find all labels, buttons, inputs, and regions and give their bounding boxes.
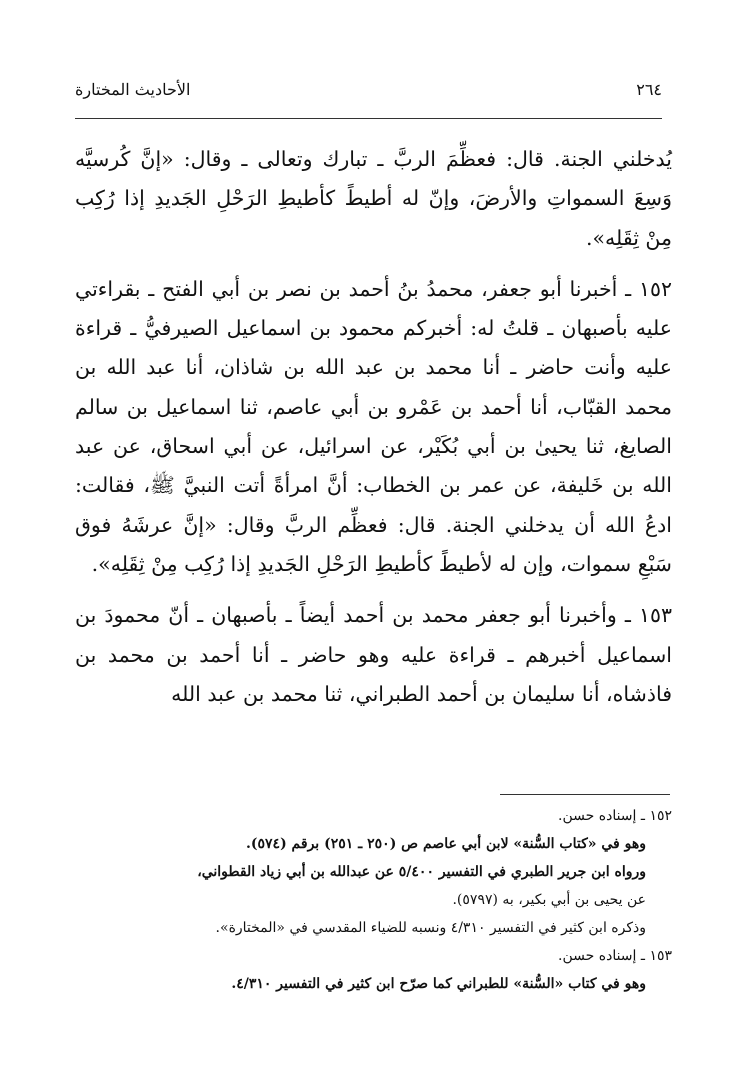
footnote-divider xyxy=(500,794,670,795)
footnote-152-heading: ١٥٢ ـ إسناده حسن. xyxy=(558,808,672,824)
book-title: الأحاديث المختارة xyxy=(75,80,191,99)
footnote-152-line: عن يحيى بن أبي بكير، به (٥٧٩٧). xyxy=(452,892,646,908)
page-number: ٢٦٤ xyxy=(636,80,662,99)
main-text xyxy=(75,140,672,714)
footnotes xyxy=(80,802,672,998)
footnote-153-line: وهو في كتاب «السُّنة» للطبراني كما صرّح ابن كثير في التفسير ٤/٣١٠. xyxy=(231,976,646,992)
footnote-152-line: ورواه ابن جرير الطبري في التفسير ٥/٤٠٠ عن عبدالله بن أبي زياد القطواني، xyxy=(197,864,646,880)
footnote-152-line: وهو في «كتاب السُّنة» لابن أبي عاصم ص (٢٥٠ ـ ٢٥١) برقم (٥٧٤). xyxy=(246,836,646,852)
paragraph-hadith-152: ١٥٢ ـ أخبرنا أبو جعفر، محمدُ بنُ أحمد بن نصر بن أبي الفتح ـ بقراءتي عليه بأصبهان ـ قلتُ له: أخبركم محمود بن اسماعيل الصيرفيُّ ـ قراءة عليه وأنت حاضر ـ أنا محمد بن عبد الله بن شاذان، أنا عبد الله بن محمد القبّاب، أنا أحمد بن عَمْرو بن أبي عاصم، ثنا اسماعيل بن سالم الصايغ، ثنا يحيىٰ بن أبي بُكَيْر، عن اسرائيل، عن أبي اسحاق، عن عبد الله بن خَليفة، عن عمر بن الخطاب: أنَّ امرأةً أتت النبيَّ ﷺ، فقالت: ادعُ الله أن يدخلني الجنة. قال: فعظِّم الربَّ وقال: «إنَّ عرشَهُ فوق سَبْعِ سموات، وإن له لأطيطً كأطيطِ الرَحْلِ الجَديدِ إذا رُكِب مِنْ ثِقَلِه». xyxy=(75,276,672,576)
paragraph-hadith-153: ١٥٣ ـ وأخبرنا أبو جعفر محمد بن أحمد أيضاً ـ بأصبهان ـ أنّ محمودَ بن اسماعيل أخبرهم ـ قراءة عليه وهو حاضر ـ أنا أحمد بن محمد بن فاذشاه، أنا سليمان بن أحمد الطبراني، ثنا محمد بن عبد الله xyxy=(75,603,672,706)
footnote-152-line: وذكره ابن كثير في التفسير ٤/٣١٠ ونسبه للضياء المقدسي في «المختارة». xyxy=(215,920,646,936)
header-divider xyxy=(75,118,662,119)
paragraph-continuation: يُدخلني الجنة. قال: فعظِّمَ الربَّ ـ تبارك وتعالى ـ وقال: «إنَّ كُرسيَّه وَسِعَ السمواتِ والأرضَ، وإنّ له أطيطً كأطيطِ الرَحْلِ الجَديدِ إذا رُكِب مِنْ ثِقَلِه». xyxy=(75,147,672,250)
running-header xyxy=(75,80,662,106)
footnote-153-heading: ١٥٣ ـ إسناده حسن. xyxy=(558,948,672,964)
